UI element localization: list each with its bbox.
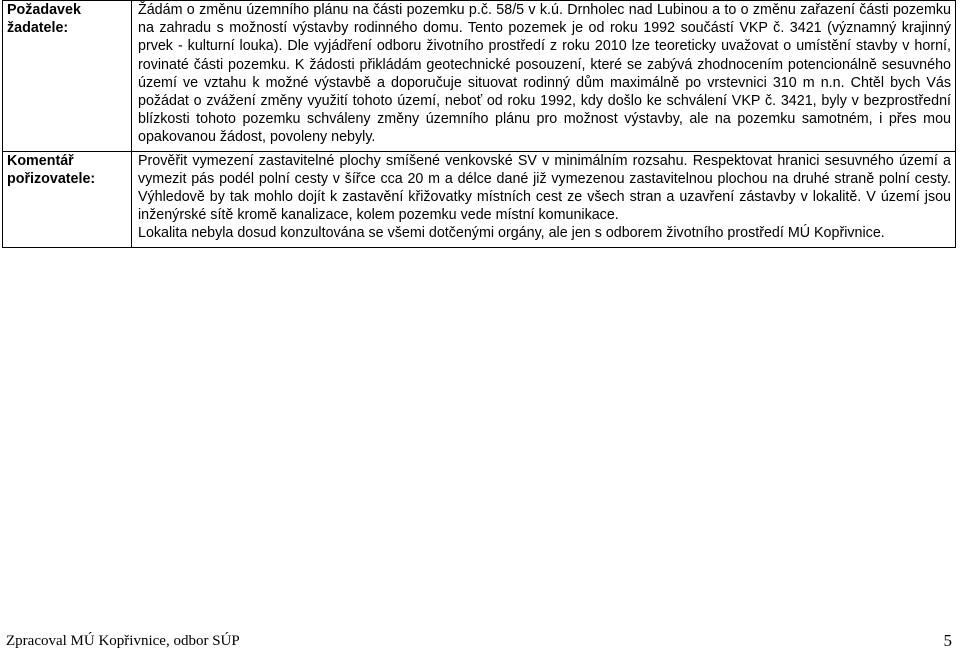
- request-text-cell: [132, 1, 956, 152]
- row-label-comment: Komentář pořizovatele:: [3, 151, 132, 247]
- page-number: 5: [943, 631, 952, 650]
- comment-paragraph: Prověřit vymezení zastavitelné plochy smíšené venkovské SV v minimálním rozsahu. Respektovat hranici sesuvného území a vymezit pás podél polní cesty v šířce cca 20 m a délce dané již vymezenou zastavitelnou plochou na druhé straně polní cesty. Výhledově by tak mohlo dojít k zastavění křižovatky místních cest ze všech stran a uzavření zástavby v lokalitě. V území jsou inženýrské sítě kromě kanalizace, kolem pozemku vede místní komunikace.: [138, 152, 951, 224]
- comment-text-cell: [132, 151, 956, 247]
- table-row-comment: [3, 151, 956, 247]
- comment-paragraph-2: Lokalita nebyla dosud konzultována se všemi dotčenými orgány, ale jen s odborem životního prostředí MÚ Kopřivnice.: [138, 225, 885, 242]
- table-row-request: [3, 1, 956, 152]
- footer-author: Zpracoval MÚ Kopřivnice, odbor SÚP: [6, 633, 240, 649]
- row-label-request: Požadavek žadatele:: [3, 1, 132, 152]
- request-paragraph: Žádám o změnu územního plánu na části pozemku p.č. 58/5 v k.ú. Drnholec nad Lubinou a to o změnu zařazení části pozemku na zahradu s možností výstavby rodinného domu. Tento pozemek je od roku 1992 součástí VKP č. 3421 (významný krajinný prvek - kulturní louka). Dle vyjádření odboru životního prostředí z roku 2010 lze teoreticky uvažovat o umístění stavby v horní, rovinaté části pozemku. K žádosti přikládám geotechnické posouzení, které se zabývá zhodnocením potencionálně sesuvného území ve vztahu k možné výstavbě a doporučuje situovat rodinný dům maximálně po vrstevnici 310 m n.n. Chtěl bych Vás požádat o zvážení změny využití tohoto území, neboť od roku 1992, kdy došlo ke schválení VKP č. 3421, byly v bezprostřední blízkosti tohoto pozemku schváleny změny územního plánu pro možnost výstavby, ale na pozemku samotném, i přes mou opakovanou žádost, povoleny nebyly.: [138, 2, 951, 146]
- document-table: [2, 0, 956, 248]
